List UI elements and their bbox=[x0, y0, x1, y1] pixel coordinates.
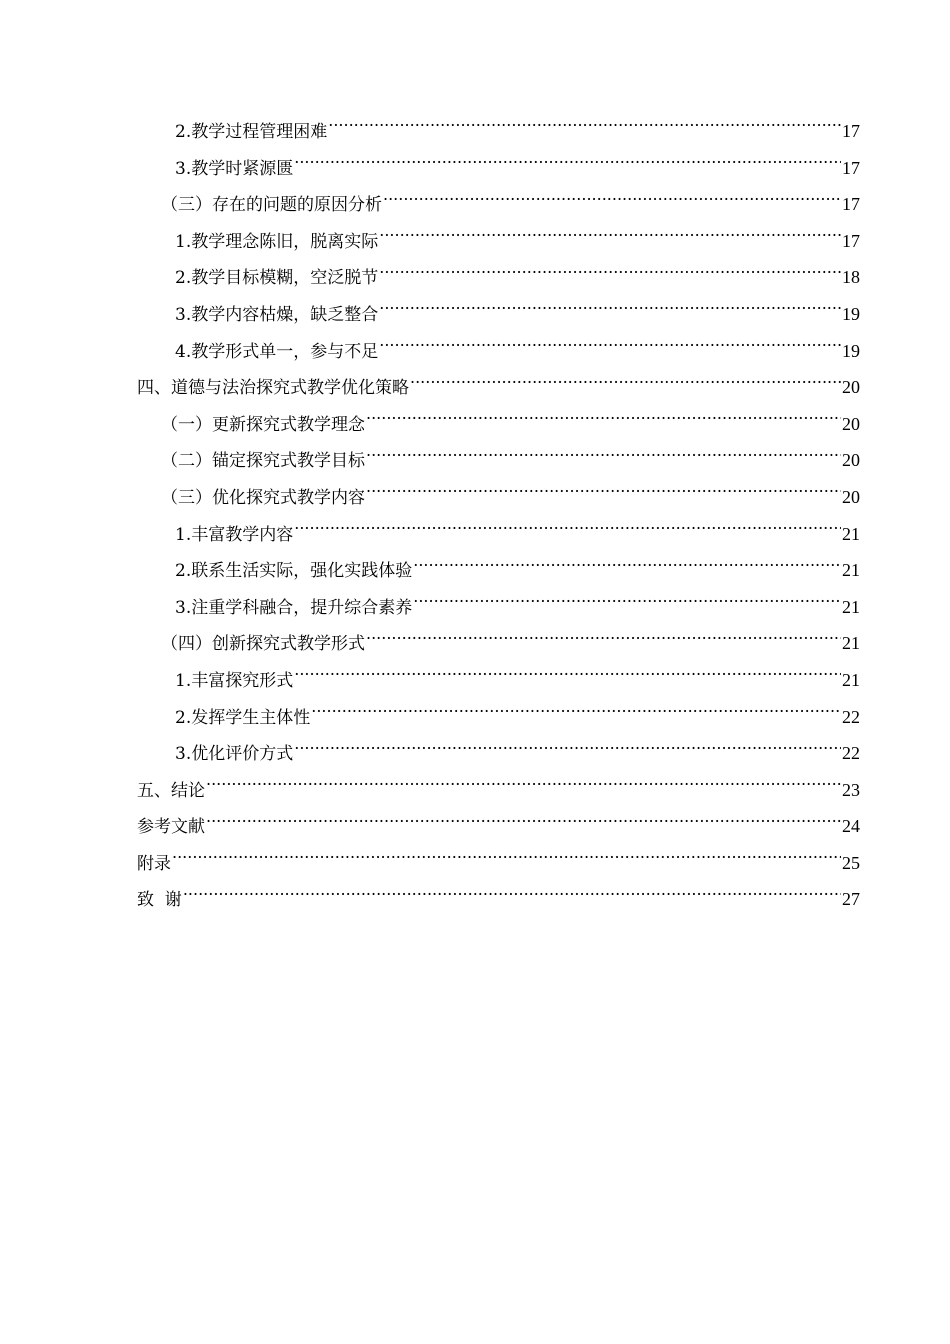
toc-entry[interactable] bbox=[137, 186, 860, 223]
toc-dot-leader bbox=[366, 632, 841, 649]
toc-entry-page: 17 bbox=[842, 157, 860, 178]
toc-dot-leader bbox=[413, 559, 841, 576]
toc-entry[interactable] bbox=[137, 296, 860, 333]
toc-entry[interactable] bbox=[137, 259, 860, 296]
toc-entry-title: （三）存在的问题的原因分析 bbox=[161, 195, 382, 216]
toc-dot-leader bbox=[311, 706, 841, 723]
toc-entry-title: 2.联系生活实际，强化实践体验 bbox=[175, 561, 413, 582]
toc-entry[interactable] bbox=[137, 223, 860, 260]
toc-entry[interactable] bbox=[137, 808, 860, 845]
toc-dot-leader bbox=[379, 340, 841, 357]
toc-entry-page: 24 bbox=[842, 816, 860, 837]
toc-entry-title: 四、道德与法治探究式教学优化策略 bbox=[137, 378, 409, 399]
toc-entry-title: 1.丰富探究形式 bbox=[175, 670, 294, 691]
toc-entry-title: 2.发挥学生主体性 bbox=[175, 707, 311, 728]
toc-entry[interactable] bbox=[137, 442, 860, 479]
toc-dot-leader bbox=[379, 303, 841, 320]
toc-entry[interactable] bbox=[137, 735, 860, 772]
toc-entry[interactable] bbox=[137, 662, 860, 699]
toc-dot-leader bbox=[206, 815, 841, 832]
toc-entry-page: 21 bbox=[842, 596, 860, 617]
toc-entry-title: 3.注重学科融合，提升综合素养 bbox=[175, 597, 413, 618]
toc-entry-page: 23 bbox=[842, 779, 860, 800]
toc-entry-page: 17 bbox=[842, 194, 860, 215]
toc-dot-leader bbox=[366, 449, 841, 466]
toc-entry-title: （四）创新探究式教学形式 bbox=[161, 634, 365, 655]
table-of-contents bbox=[137, 113, 860, 918]
toc-entry-page: 27 bbox=[842, 889, 860, 910]
toc-entry-page: 22 bbox=[842, 743, 860, 764]
toc-dot-leader bbox=[379, 230, 841, 247]
toc-entry-page: 20 bbox=[842, 413, 860, 434]
toc-entry-page: 21 bbox=[842, 669, 860, 690]
toc-dot-leader bbox=[294, 523, 841, 540]
toc-entry[interactable] bbox=[137, 333, 860, 370]
toc-entry[interactable] bbox=[137, 625, 860, 662]
toc-entry[interactable] bbox=[137, 479, 860, 516]
toc-entry-title: 1.教学理念陈旧，脱离实际 bbox=[175, 231, 379, 252]
toc-entry-page: 20 bbox=[842, 450, 860, 471]
toc-dot-leader bbox=[172, 852, 841, 869]
toc-entry-title: （二）锚定探究式教学目标 bbox=[161, 451, 365, 472]
toc-dot-leader bbox=[366, 413, 841, 430]
toc-entry[interactable] bbox=[137, 369, 860, 406]
toc-entry-title: 2.教学目标模糊，空泛脱节 bbox=[175, 268, 379, 289]
toc-entry-page: 21 bbox=[842, 633, 860, 654]
toc-entry-page: 20 bbox=[842, 486, 860, 507]
toc-entry-title: 3.教学内容枯燥，缺乏整合 bbox=[175, 304, 379, 325]
toc-dot-leader bbox=[379, 266, 841, 283]
toc-dot-leader bbox=[206, 779, 841, 796]
toc-entry[interactable] bbox=[137, 881, 860, 918]
toc-entry-page: 19 bbox=[842, 303, 860, 324]
toc-entry-page: 25 bbox=[842, 852, 860, 873]
toc-entry[interactable] bbox=[137, 113, 860, 150]
toc-entry-title: 1.丰富教学内容 bbox=[175, 524, 294, 545]
toc-entry-title: （三）优化探究式教学内容 bbox=[161, 487, 365, 508]
toc-entry-page: 21 bbox=[842, 560, 860, 581]
toc-entry[interactable] bbox=[137, 406, 860, 443]
toc-entry-page: 19 bbox=[842, 340, 860, 361]
toc-dot-leader bbox=[183, 888, 841, 905]
toc-entry-page: 22 bbox=[842, 706, 860, 727]
toc-entry[interactable] bbox=[137, 150, 860, 187]
toc-dot-leader bbox=[294, 742, 841, 759]
toc-dot-leader bbox=[294, 669, 841, 686]
toc-entry-title: 2.教学过程管理困难 bbox=[175, 122, 328, 142]
toc-dot-leader bbox=[410, 376, 841, 393]
toc-entry[interactable] bbox=[137, 516, 860, 553]
toc-entry[interactable] bbox=[137, 589, 860, 626]
toc-entry[interactable] bbox=[137, 845, 860, 882]
toc-dot-leader bbox=[383, 193, 841, 210]
toc-entry-title: 3.教学时紧源匮 bbox=[175, 158, 294, 179]
toc-entry-page: 21 bbox=[842, 523, 860, 544]
toc-entry-page: 18 bbox=[842, 267, 860, 288]
toc-entry-title: 参考文献 bbox=[137, 817, 205, 838]
toc-dot-leader bbox=[366, 486, 841, 503]
toc-entry-page: 17 bbox=[842, 121, 860, 141]
toc-entry-title: 3.优化评价方式 bbox=[175, 744, 294, 765]
toc-entry-page: 17 bbox=[842, 230, 860, 251]
toc-dot-leader bbox=[328, 120, 841, 137]
toc-entry[interactable] bbox=[137, 772, 860, 809]
toc-entry-title: （一）更新探究式教学理念 bbox=[161, 414, 365, 435]
toc-entry-title: 致 谢 bbox=[137, 890, 182, 911]
toc-entry[interactable] bbox=[137, 552, 860, 589]
toc-entry[interactable] bbox=[137, 699, 860, 736]
toc-dot-leader bbox=[413, 596, 841, 613]
toc-entry-title: 4.教学形式单一，参与不足 bbox=[175, 341, 379, 362]
toc-entry-title: 五、结论 bbox=[137, 780, 205, 801]
toc-dot-leader bbox=[294, 157, 841, 174]
toc-entry-title: 附录 bbox=[137, 853, 171, 874]
toc-entry-page: 20 bbox=[842, 377, 860, 398]
